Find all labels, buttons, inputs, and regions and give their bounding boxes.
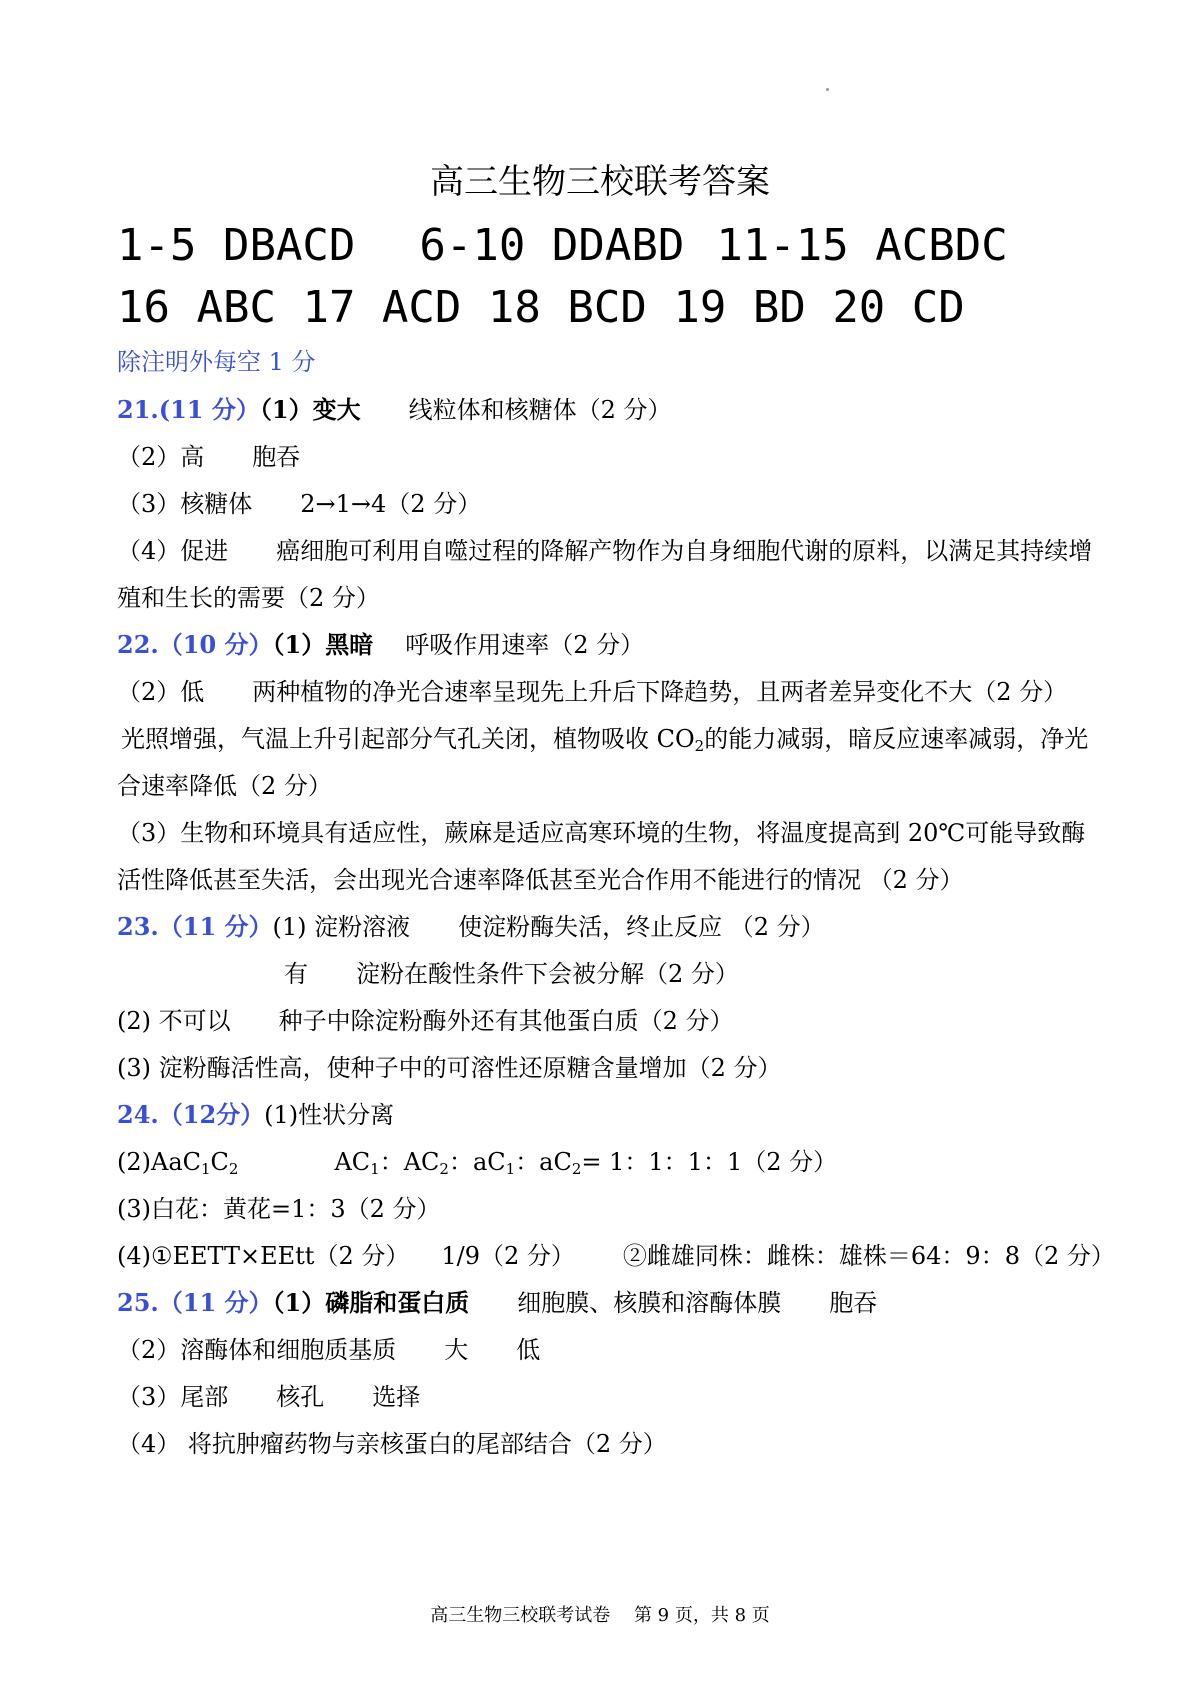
answer-text: AC <box>334 1148 371 1176</box>
mc-group: 6-10 DDABD <box>419 220 685 271</box>
q21-line-5: 殖和生长的需要（2 分） <box>117 584 380 612</box>
subscript: 2 <box>228 1160 239 1178</box>
mc-group: 1-5 DBACD <box>117 220 356 271</box>
page-title: 高三生物三校联考答案 <box>430 162 770 202</box>
q22-line-6: 活性降低甚至失活，会出现光合速率降低甚至光合作用不能进行的情况 （2 分） <box>117 866 964 894</box>
answer-text: 细胞膜、核膜和溶酶体膜 <box>517 1289 782 1317</box>
q25-heading: 25.（11 分） <box>117 1288 273 1317</box>
q21-line-3 <box>117 488 481 520</box>
q24-line-3: (3)白花：黄花=1：3（2 分） <box>117 1195 441 1223</box>
mc-answers-row-1 <box>117 218 1008 274</box>
q22-line-5: （3）生物和环境具有适应性，蕨麻是适应高寒环境的生物，将温度提高到 20℃可能导致酶 <box>117 819 1086 847</box>
answer-text: ：aC <box>515 1148 572 1176</box>
q24-line-2 <box>117 1146 837 1185</box>
mc-group: 20 CD <box>832 282 965 333</box>
answer-text: 大 <box>444 1336 469 1364</box>
answer-text: （1）黑暗 <box>272 630 374 659</box>
answer-text: （2）溶酶体和细胞质基质 <box>117 1336 397 1364</box>
q21-line-4 <box>117 535 1092 567</box>
q25-line-1 <box>117 1287 877 1319</box>
subscript: 2 <box>571 1160 582 1178</box>
q24-line-1 <box>117 1099 394 1131</box>
q22-line-2 <box>117 676 1067 708</box>
q21-line-1 <box>117 394 671 426</box>
q23-line-4: (3) 淀粉酶活性高，使种子中的可溶性还原糖含量增加（2 分） <box>117 1054 782 1082</box>
subscript: 2 <box>439 1160 449 1178</box>
answer-text: ：aC <box>448 1148 506 1176</box>
scoring-note: 除注明外每空 1 分 <box>117 348 316 376</box>
answer-text: 胞吞 <box>252 443 301 471</box>
subscript: 1 <box>370 1160 380 1178</box>
q25-line-3 <box>117 1381 420 1413</box>
q21-line-2 <box>117 441 300 473</box>
q23-line-3 <box>117 1005 734 1037</box>
answer-text: (2) 不可以 <box>117 1007 231 1035</box>
mc-group: 11-15 ACBDC <box>716 220 1008 271</box>
q25-line-2 <box>117 1334 540 1366</box>
answer-text: ：AC <box>379 1148 440 1176</box>
answer-text: 选择 <box>372 1383 421 1411</box>
answer-text: （1）变大 <box>259 395 361 424</box>
answer-text: 呼吸作用速率（2 分） <box>405 631 645 659</box>
subscript: 2 <box>694 737 705 755</box>
answer-text: 有 <box>284 960 308 988</box>
answer-text: C <box>210 1148 229 1176</box>
q25-line-4: （4） 将抗肿瘤药物与亲核蛋白的尾部结合（2 分） <box>117 1430 667 1458</box>
answer-text: (4)①EETT×EEtt（2 分） <box>117 1242 410 1270</box>
answer-text: (1) 淀粉溶液 <box>272 913 411 941</box>
answer-text: 光照增强，气温上升引起部分气孔关闭，植物吸收 CO <box>121 725 695 753</box>
answer-text: （2）高 <box>117 443 205 471</box>
answer-text: 核孔 <box>276 1383 325 1411</box>
mc-group: 16 ABC <box>117 282 276 333</box>
q23-heading: 23.（11 分） <box>117 912 273 941</box>
q24-heading: 24.（12分） <box>117 1100 265 1129</box>
mc-answers-row-2 <box>117 280 965 336</box>
q22-line-4: 合速率降低（2 分） <box>117 772 332 800</box>
answer-text: 两种植物的净光合速率呈现先上升后下降趋势，且两者差异变化不大（2 分） <box>252 678 1068 706</box>
mc-group: 17 ACD <box>302 282 462 333</box>
answer-text: 1/9（2 分） <box>441 1242 575 1270</box>
answer-text: 的能力减弱，暗反应速率减弱，净光 <box>704 725 1089 753</box>
answer-text: 胞吞 <box>829 1289 878 1317</box>
mc-group: 19 BD <box>673 282 806 333</box>
answer-text: （2）低 <box>117 678 205 706</box>
answer-text: 线粒体和核糖体（2 分） <box>408 396 672 424</box>
answer-text: = 1：1：1：1（2 分） <box>581 1148 838 1176</box>
answer-text: 使淀粉酶失活，终止反应 （2 分） <box>458 913 825 941</box>
scan-dot <box>826 88 829 91</box>
answer-text: (1)性状分离 <box>264 1101 395 1129</box>
answer-text: （1）磷脂和蛋白质 <box>272 1288 470 1317</box>
q22-line-3 <box>121 723 1088 762</box>
q21-heading: 21.(11 分） <box>117 395 260 424</box>
q23-line-1 <box>117 911 825 943</box>
subscript: 1 <box>201 1160 211 1178</box>
page-footer: 高三生物三校联考试卷 第 9 页，共 8 页 <box>430 1605 770 1626</box>
answer-text: （3）尾部 <box>117 1383 229 1411</box>
answer-text: 癌细胞可利用自噬过程的降解产物作为自身细胞代谢的原料，以满足其持续增 <box>276 537 1093 565</box>
mc-group: 18 BCD <box>487 282 647 333</box>
answer-text: 低 <box>516 1336 541 1364</box>
answer-text: 种子中除淀粉酶外还有其他蛋白质（2 分） <box>278 1007 734 1035</box>
q22-heading: 22.（10 分） <box>117 630 273 659</box>
q24-line-4 <box>117 1240 1115 1272</box>
subscript: 1 <box>505 1160 516 1178</box>
q23-line-2 <box>284 958 739 990</box>
answer-text: 淀粉在酸性条件下会被分解（2 分） <box>356 960 739 988</box>
answer-text: ②雌雄同株：雌株：雄株＝64：9：8（2 分） <box>622 1242 1115 1270</box>
answer-text: (2)AaC <box>117 1148 201 1176</box>
answer-text: （4）促进 <box>117 537 229 565</box>
q22-line-1 <box>117 629 644 661</box>
answer-text: 2→1→4（2 分） <box>300 490 482 518</box>
answer-text: （3）核糖体 <box>117 490 253 518</box>
